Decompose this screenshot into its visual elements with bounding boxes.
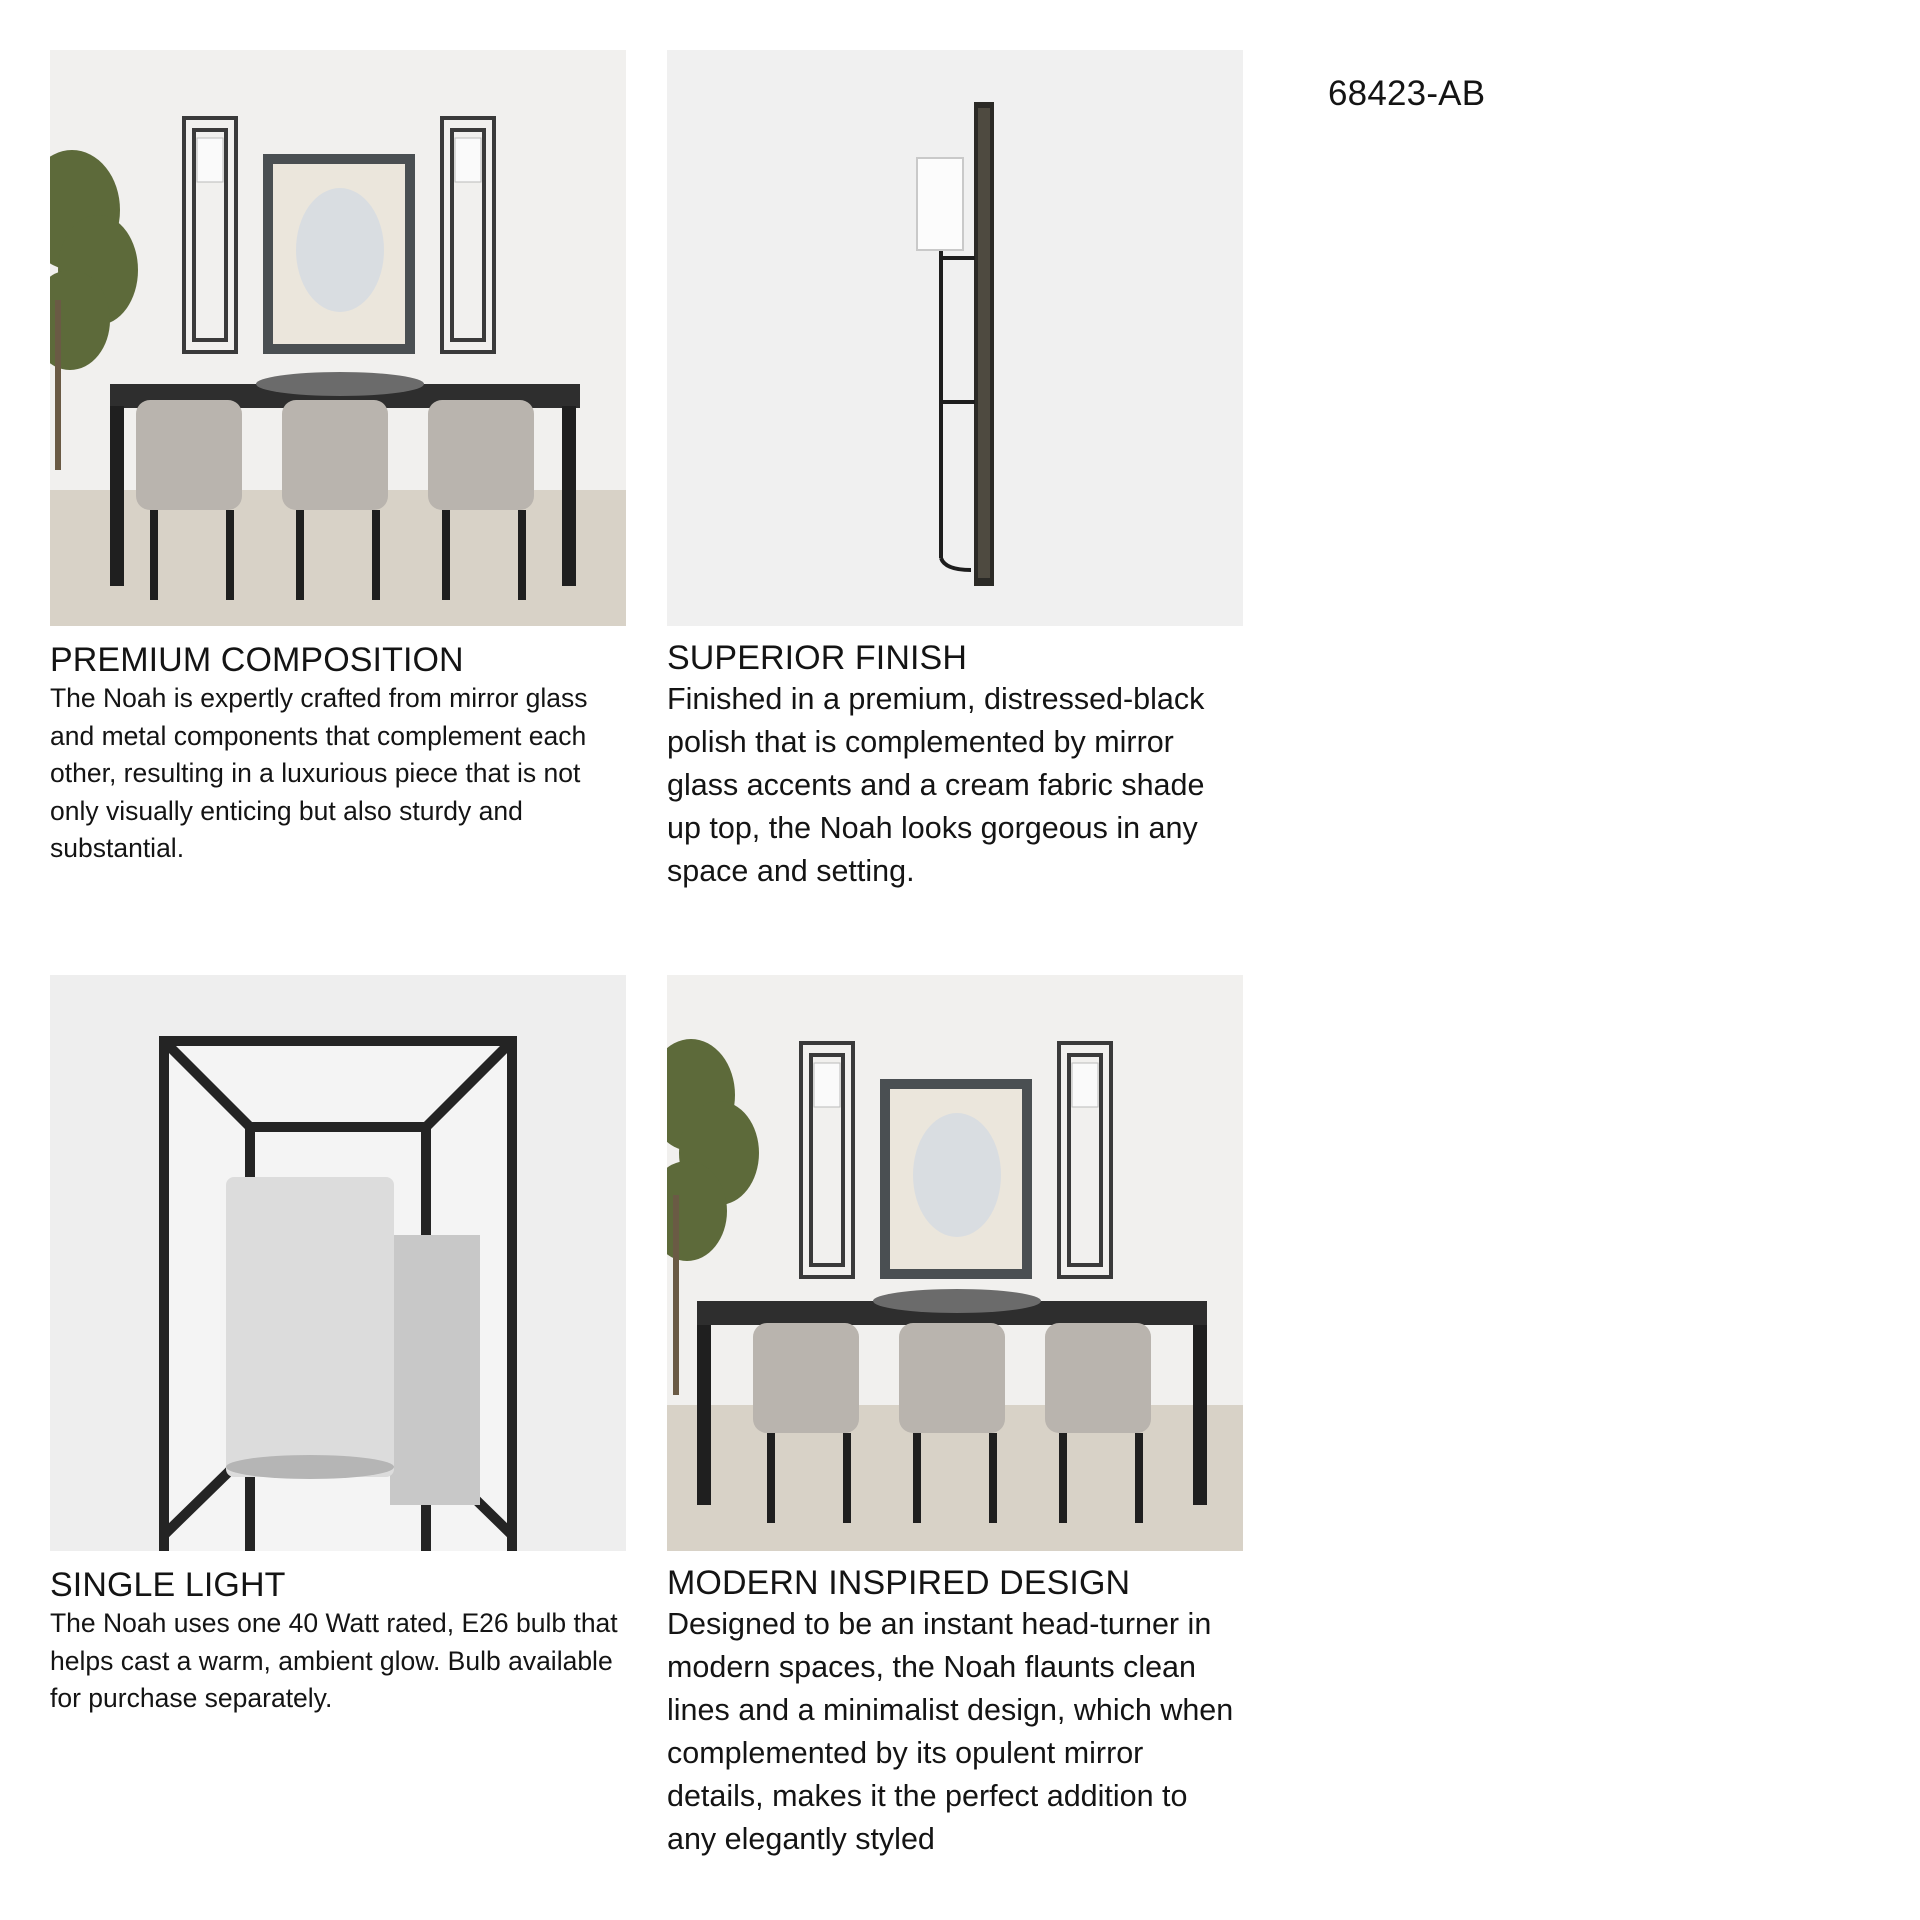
feature-card-modern-inspired-design: [667, 975, 1243, 1861]
feature-heading: SUPERIOR FINISH: [667, 639, 967, 677]
feature-body: The Noah uses one 40 Watt rated, E26 bulb that helps cast a warm, ambient glow. Bulb available for purchase separately.: [50, 1608, 618, 1713]
sconce-side-view-photo: [667, 50, 1243, 626]
product-sku: 68423-AB: [1328, 74, 1486, 113]
feature-heading: PREMIUM COMPOSITION: [50, 641, 464, 679]
feature-card-premium-composition: [50, 50, 626, 868]
feature-body: Finished in a premium, distressed-black polish that is complemented by mirror glass accents and a cream fabric shade up top, the Noah looks gorgeous in any space and setting.: [667, 682, 1205, 888]
feature-body: Designed to be an instant head-turner in modern spaces, the Noah flaunts clean lines and a minimalist design, which when complemented by its opulent mirror details, makes it the perfect addition to any elegantly styled: [667, 1607, 1234, 1856]
dining-room-photo-alt: [667, 975, 1243, 1551]
dining-room-photo: [50, 50, 626, 626]
feature-heading: MODERN INSPIRED DESIGN: [667, 1564, 1131, 1602]
feature-card-superior-finish: [667, 50, 1243, 893]
shade-closeup-photo: [50, 975, 626, 1551]
feature-card-single-light: [50, 975, 626, 1718]
feature-body: The Noah is expertly crafted from mirror glass and metal components that complement each other, resulting in a luxurious piece that is not only visually enticing but also sturdy and substantial.: [50, 683, 588, 863]
feature-heading: SINGLE LIGHT: [50, 1566, 286, 1604]
